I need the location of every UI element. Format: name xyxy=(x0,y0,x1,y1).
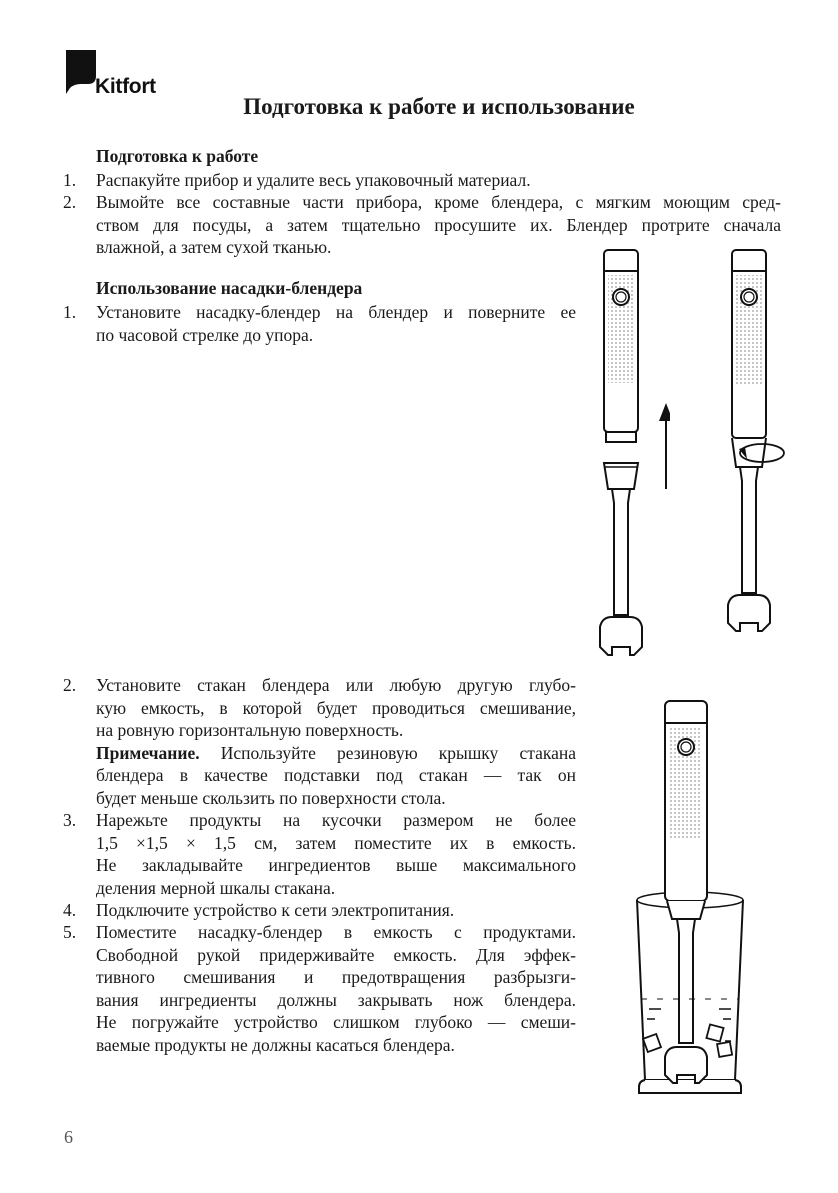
item-line: кую емкость, в которой будет проводиться смешивание, xyxy=(96,697,576,718)
item-line: Установите стакан блендера или любую другую глубо- xyxy=(96,675,576,695)
item-line: Не закладывайте ингредиентов выше максимального xyxy=(96,855,576,875)
item-number: 3. xyxy=(63,810,77,830)
blender-in-cup-illustration xyxy=(625,695,755,1105)
list-item xyxy=(63,921,576,1056)
item-line: влажной, а затем сухой тканью. xyxy=(96,237,332,257)
item-note xyxy=(96,742,576,765)
list-item xyxy=(63,301,576,346)
list-item xyxy=(63,809,576,899)
item-line: Свободной рукой придерживайте емкость. Для эффек- xyxy=(96,944,576,965)
list-item xyxy=(63,674,576,809)
section-heading-prep: Подготовка к работе xyxy=(96,146,259,166)
item-line: Не погружайте устройство слишком глубоко — смеши- xyxy=(96,1012,576,1032)
page-number: 6 xyxy=(64,1127,73,1147)
item-line: деления мерной шкалы стакана. xyxy=(96,877,336,898)
note-label: Примечание. xyxy=(96,742,200,763)
item-number: 1. xyxy=(63,170,77,190)
item-number: 1. xyxy=(63,302,77,322)
item-text: Подключите устройство к сети электропитания. xyxy=(96,900,455,920)
item-line: тивного смешивания и предотвращения разбрызги- xyxy=(96,967,576,987)
list-item xyxy=(63,169,781,192)
item-line: на ровную горизонтальную поверхность. xyxy=(96,720,404,740)
list-item xyxy=(63,899,576,922)
page-title: Подготовка к работе и использование xyxy=(243,94,635,119)
item-line: ством для посуды, а затем тщательно просушите их. Блендер протрите сначала xyxy=(96,214,781,235)
item-line: Нарежьте продукты на кусочки размером не более xyxy=(96,810,576,830)
item-number: 2. xyxy=(63,192,77,212)
item-line: ваемые продукты не должны касаться блендера. xyxy=(96,1034,455,1055)
item-line: вания ингредиенты должны закрывать нож блендера. xyxy=(96,989,576,1010)
note-text: Используйте резиновую крышку стакана xyxy=(199,742,576,763)
list-item xyxy=(63,191,781,259)
item-line: по часовой стрелке до упора. xyxy=(96,324,314,345)
item-number: 4. xyxy=(63,900,77,920)
blender-attach-illustration xyxy=(590,245,670,660)
item-line: 1,5 ×1,5 × 1,5 см, затем поместите их в емкость. xyxy=(96,832,576,853)
item-line: Вымойте все составные части прибора, кроме блендера, с мягким моющим сред- xyxy=(96,192,781,212)
item-line: Поместите насадку-блендер в емкость с продуктами. xyxy=(96,922,576,942)
section-heading-use: Использование насадки-блендера xyxy=(96,278,363,298)
item-line: будет меньше скользить по поверхности стола. xyxy=(96,787,446,808)
brand-name: Kitfort xyxy=(95,75,156,98)
item-number: 5. xyxy=(63,922,77,942)
item-line: Установите насадку-блендер на блендер и поверните ее xyxy=(96,302,576,322)
item-text: Распакуйте прибор и удалите весь упаковочный материал. xyxy=(96,170,531,190)
item-number: 2. xyxy=(63,675,77,695)
item-line: блендера в качестве подставки под стакан — так он xyxy=(96,765,576,785)
blender-assembled-illustration xyxy=(715,245,797,635)
